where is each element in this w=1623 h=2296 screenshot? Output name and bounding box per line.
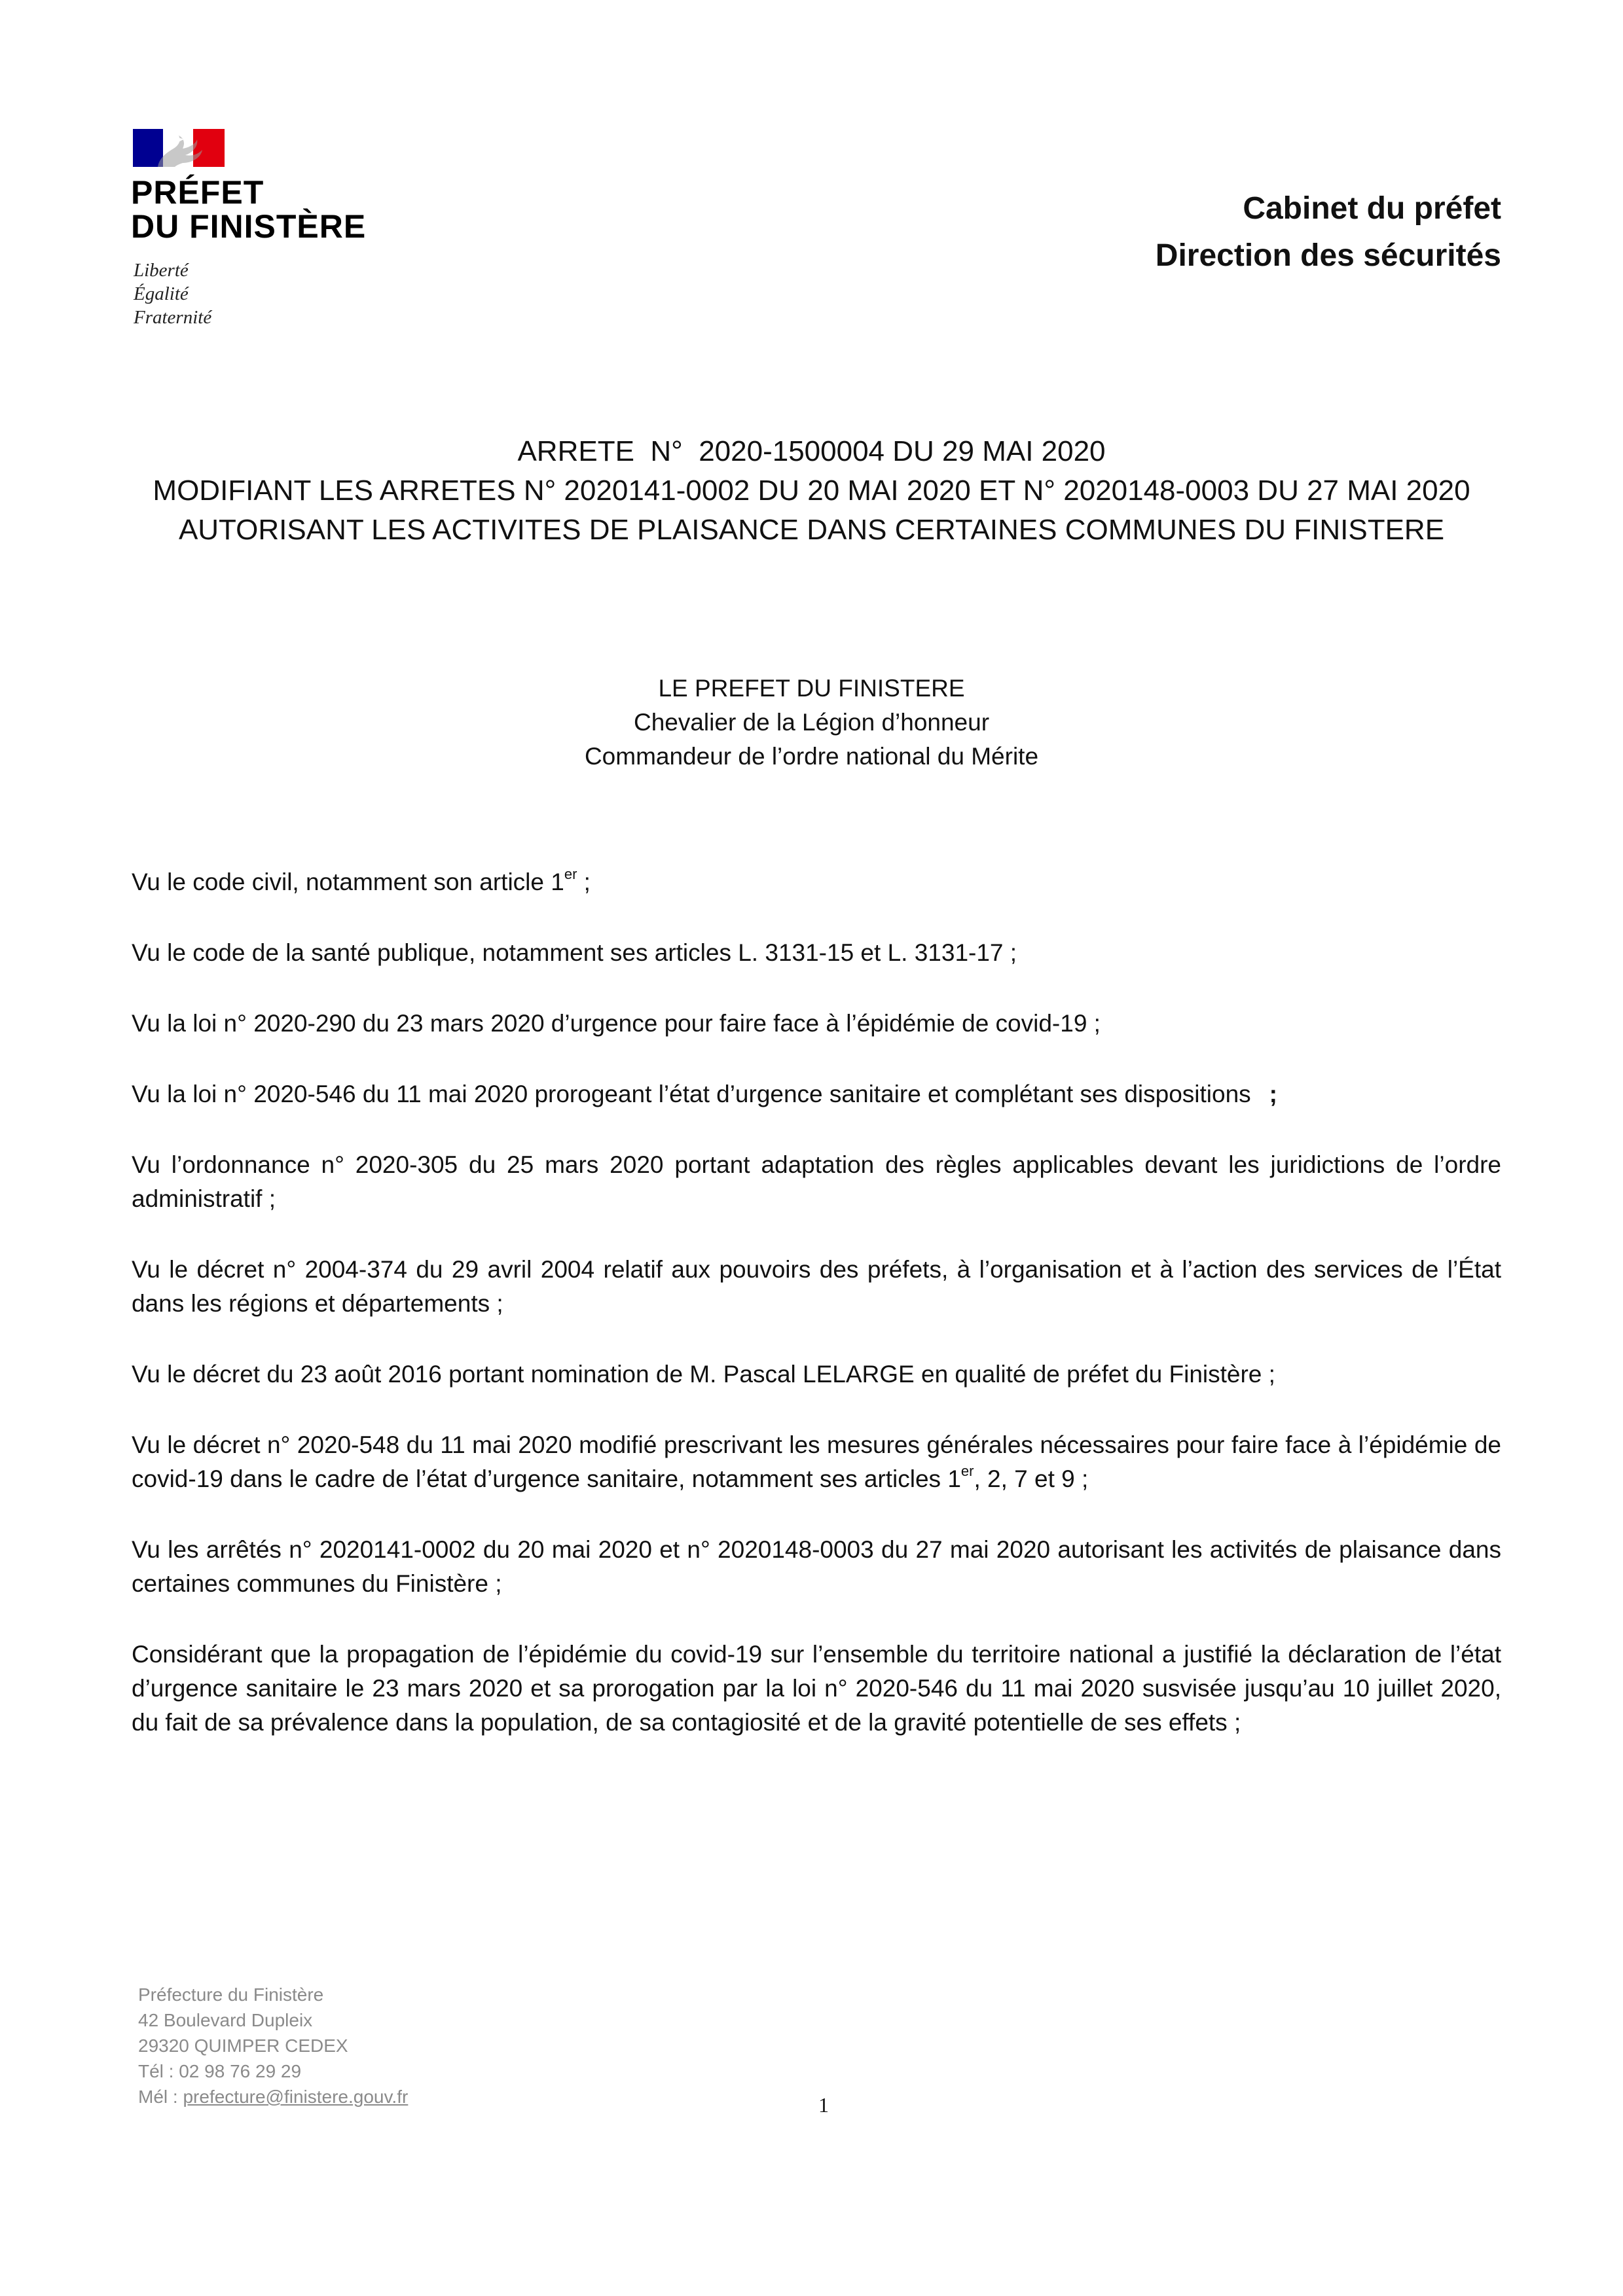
prefet-honour-2: Commandeur de l’ordre national du Mérite: [584, 743, 1039, 770]
motto-liberte: Liberté: [134, 260, 189, 281]
paragraph-arretes: Vu les arrêtés n° 2020141-0002 du 20 mai 2020 et n° 2020148-0003 du 27 mai 2020 autorisant les activités de plaisance dans certaines communes du Finistère ;: [132, 1536, 1501, 1597]
paragraph-code-sante: Vu le code de la santé publique, notamment ses articles L. 3131-15 et L. 3131-17 ;: [132, 939, 1017, 966]
republic-motto: [134, 259, 211, 329]
prefet-titles: [0, 672, 1623, 774]
footer-line-prefecture: Préfecture du Finistère: [138, 1984, 324, 2005]
paragraph-end: ;: [577, 869, 591, 895]
footer-address: [138, 1982, 408, 2109]
service-heading: [1156, 185, 1501, 279]
prefecture-logo-title: [131, 175, 366, 243]
paragraph-decret-2004: Vu le décret n° 2004-374 du 29 avril 2004 relatif aux pouvoirs des préfets, à l’organisation et à l’action des services de l’État dans les régions et départements ;: [132, 1256, 1501, 1317]
logo-line-finistere: DU FINISTÈRE: [131, 208, 367, 245]
footer-email-link[interactable]: prefecture@finistere.gouv.fr: [183, 2087, 409, 2107]
paragraph-text: Vu la loi n° 2020-546 du 11 mai 2020 prorogeant l’état d’urgence sanitaire et complétant ses dispositions: [132, 1081, 1251, 1107]
page-number: 1: [818, 2093, 829, 2117]
footer-email-label: Mél :: [138, 2087, 183, 2107]
prefet-honour-1: Chevalier de la Légion d’honneur: [633, 709, 990, 736]
service-line-direction: Direction des sécurités: [1155, 238, 1501, 273]
superscript: er: [564, 865, 577, 882]
paragraph-end: ;: [1269, 1081, 1277, 1107]
decree-title: [0, 432, 1623, 550]
prefet-name: LE PREFET DU FINISTERE: [658, 675, 965, 702]
decree-title-line3: AUTORISANT LES ACTIVITES DE PLAISANCE DANS CERTAINES COMMUNES DU FINISTERE: [178, 514, 1445, 546]
paragraph-end: , 2, 7 et 9 ;: [974, 1465, 1089, 1492]
footer-line-phone: Tél : 02 98 76 29 29: [138, 2061, 302, 2081]
service-line-cabinet: Cabinet du préfet: [1243, 191, 1501, 226]
footer-line-email: [138, 2084, 408, 2109]
marianne-logo-icon: [133, 129, 225, 167]
motto-egalite: Égalité: [134, 283, 189, 304]
motto-fraternite: Fraternité: [134, 307, 212, 328]
paragraph-ordonnance: Vu l’ordonnance n° 2020-305 du 25 mars 2020 portant adaptation des règles applicables devant les juridictions de l’ordre administratif ;: [132, 1151, 1501, 1212]
paragraph-text: Vu le décret n° 2020-548 du 11 mai 2020 modifié prescrivant les mesures générales nécessaires pour faire face à l’épidémie de covid-19 dans le cadre de l’état d’urgence sanitaire, notamment ses articles 1: [132, 1431, 1501, 1492]
paragraph-code-civil: [132, 865, 1501, 899]
paragraph-loi-2020-290: Vu la loi n° 2020-290 du 23 mars 2020 d’urgence pour faire face à l’épidémie de covid-19 ;: [132, 1010, 1101, 1037]
decree-title-line2: MODIFIANT LES ARRETES N° 2020141-0002 DU 20 MAI 2020 ET N° 2020148-0003 DU 27 MAI 2020: [153, 475, 1470, 507]
superscript: er: [960, 1462, 974, 1479]
paragraph-considerant: Considérant que la propagation de l’épidémie du covid-19 sur l’ensemble du territoire national a justifié la déclaration de l’état d’urgence sanitaire le 23 mars 2020 et sa prorogation par la loi n° 2020-546 du 11 mai 2020 susvisée jusqu’au 10 juillet 2020, du fait de sa prévalence dans la population, de sa contagiosité et de la gravité potentielle de ses effets ;: [132, 1641, 1501, 1736]
paragraph-decret-nomination: Vu le décret du 23 août 2016 portant nomination de M. Pascal LELARGE en qualité de préfet du Finistère ;: [132, 1361, 1275, 1388]
paragraph-loi-2020-546: [132, 1077, 1501, 1111]
logo-line-prefet: PRÉFET: [131, 174, 264, 211]
footer-line-city: 29320 QUIMPER CEDEX: [138, 2036, 348, 2056]
decree-title-line1: ARRETE N° 2020-1500004 DU 29 MAI 2020: [517, 435, 1106, 467]
paragraph-text: Vu le code civil, notamment son article 1: [132, 869, 564, 895]
footer-line-street: 42 Boulevard Dupleix: [138, 2010, 313, 2030]
paragraph-decret-2020-548: [132, 1428, 1501, 1496]
